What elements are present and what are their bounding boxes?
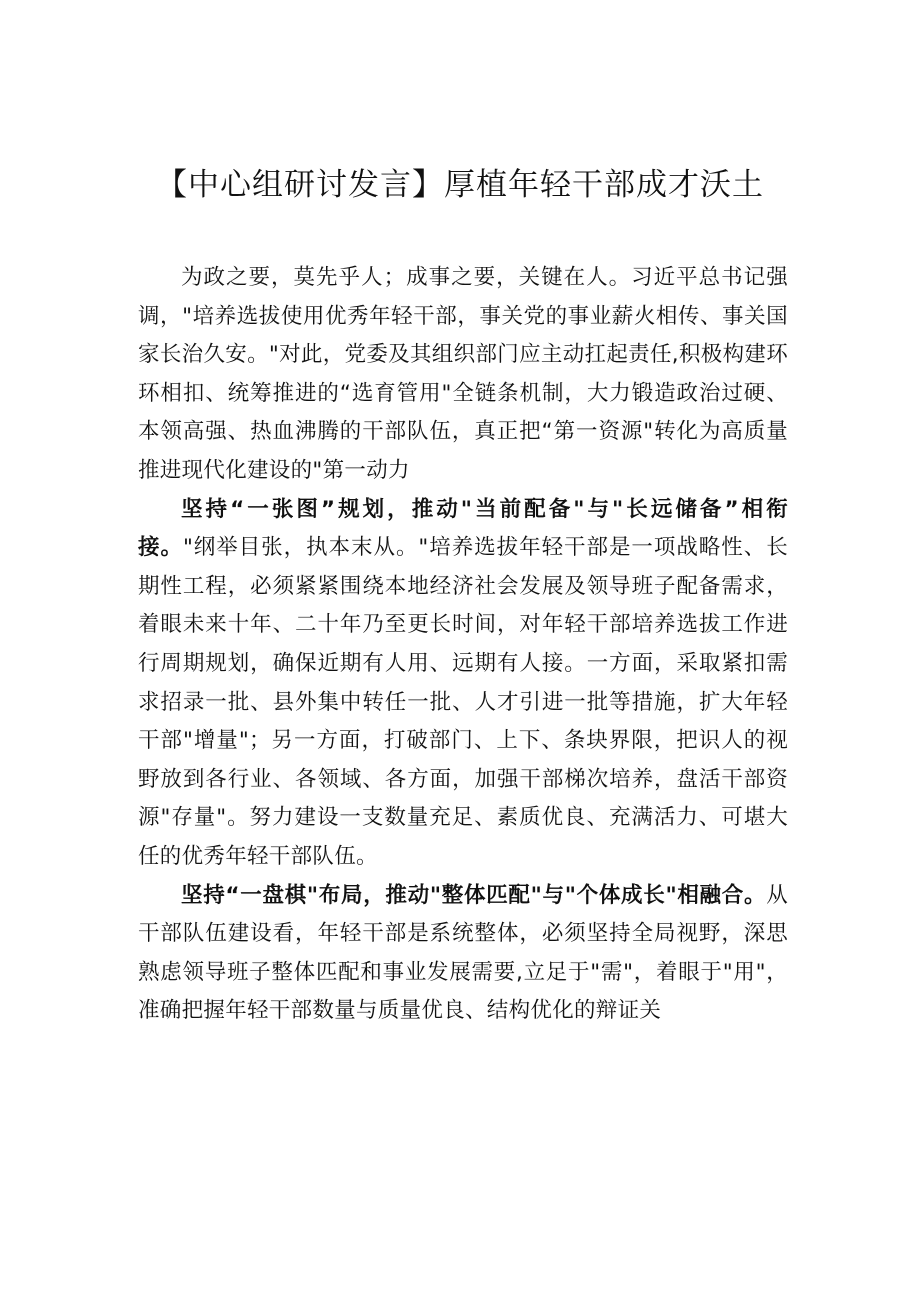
paragraph-lead: 坚持“一盘棋"布局，推动"整体匹配"与"个体成长"相融合。 — [181, 882, 767, 908]
paragraph-planning — [138, 491, 788, 877]
paragraph-text: 为政之要，莫先乎人；成事之要，关键在人。习近平总书记强调，"培养选拔使用优秀年轻干部，事关党的事业薪火相传、事关国家长治久安。"对此，党委及其组织部门应主动扛起责任,积极构建环环相扣、统筹推进的“选育管用"全链条机制，大力锻造政治过硬、本领高强、热血沸腾的干部队伍，真正把“第一资源"转化为高质量推进现代化建设的"第一动力 — [138, 265, 788, 483]
paragraph-text: "纲举目张，执本末从。"培养选拔年轻干部是一项战略性、长期性工程，必须紧紧围绕本地经济社会发展及领导班子配备需求，着眼未来十年、二十年乃至更长时间，对年轻干部培养选拔工作进行周期规划，确保近期有人用、远期有人接。一方面，采取紧扣需求招录一批、县外集中转任一批、人才引进一批等措施，扩大年轻干部"增量"；另一方面，打破部门、上下、条块界限，把识人的视野放到各行业、各领域、各方面，加强干部梯次培养，盘活干部资源"存量"。努力建设一支数量充足、素质优良、充满活力、可堪大任的优秀年轻干部队伍。 — [138, 535, 788, 869]
paragraph-layout — [138, 877, 788, 1031]
paragraph-intro — [138, 259, 788, 491]
paragraph-text: 从干部队伍建设看，年轻干部是系统整体，必须坚持全局视野，深思熟虑领导班子整体匹配和事业发展需要,立足于"需"，着眼于"用"，准确把握年轻干部数量与质量优良、结构优化的辩证关 — [138, 882, 788, 1024]
document-title: 【中心组研讨发言】厚植年轻干部成才沃土 — [156, 167, 764, 203]
paragraph-lead: 坚持“一张图”规划，推动"当前配备"与"长远储备”相衔接。 — [138, 496, 788, 561]
document-body — [138, 259, 788, 1031]
